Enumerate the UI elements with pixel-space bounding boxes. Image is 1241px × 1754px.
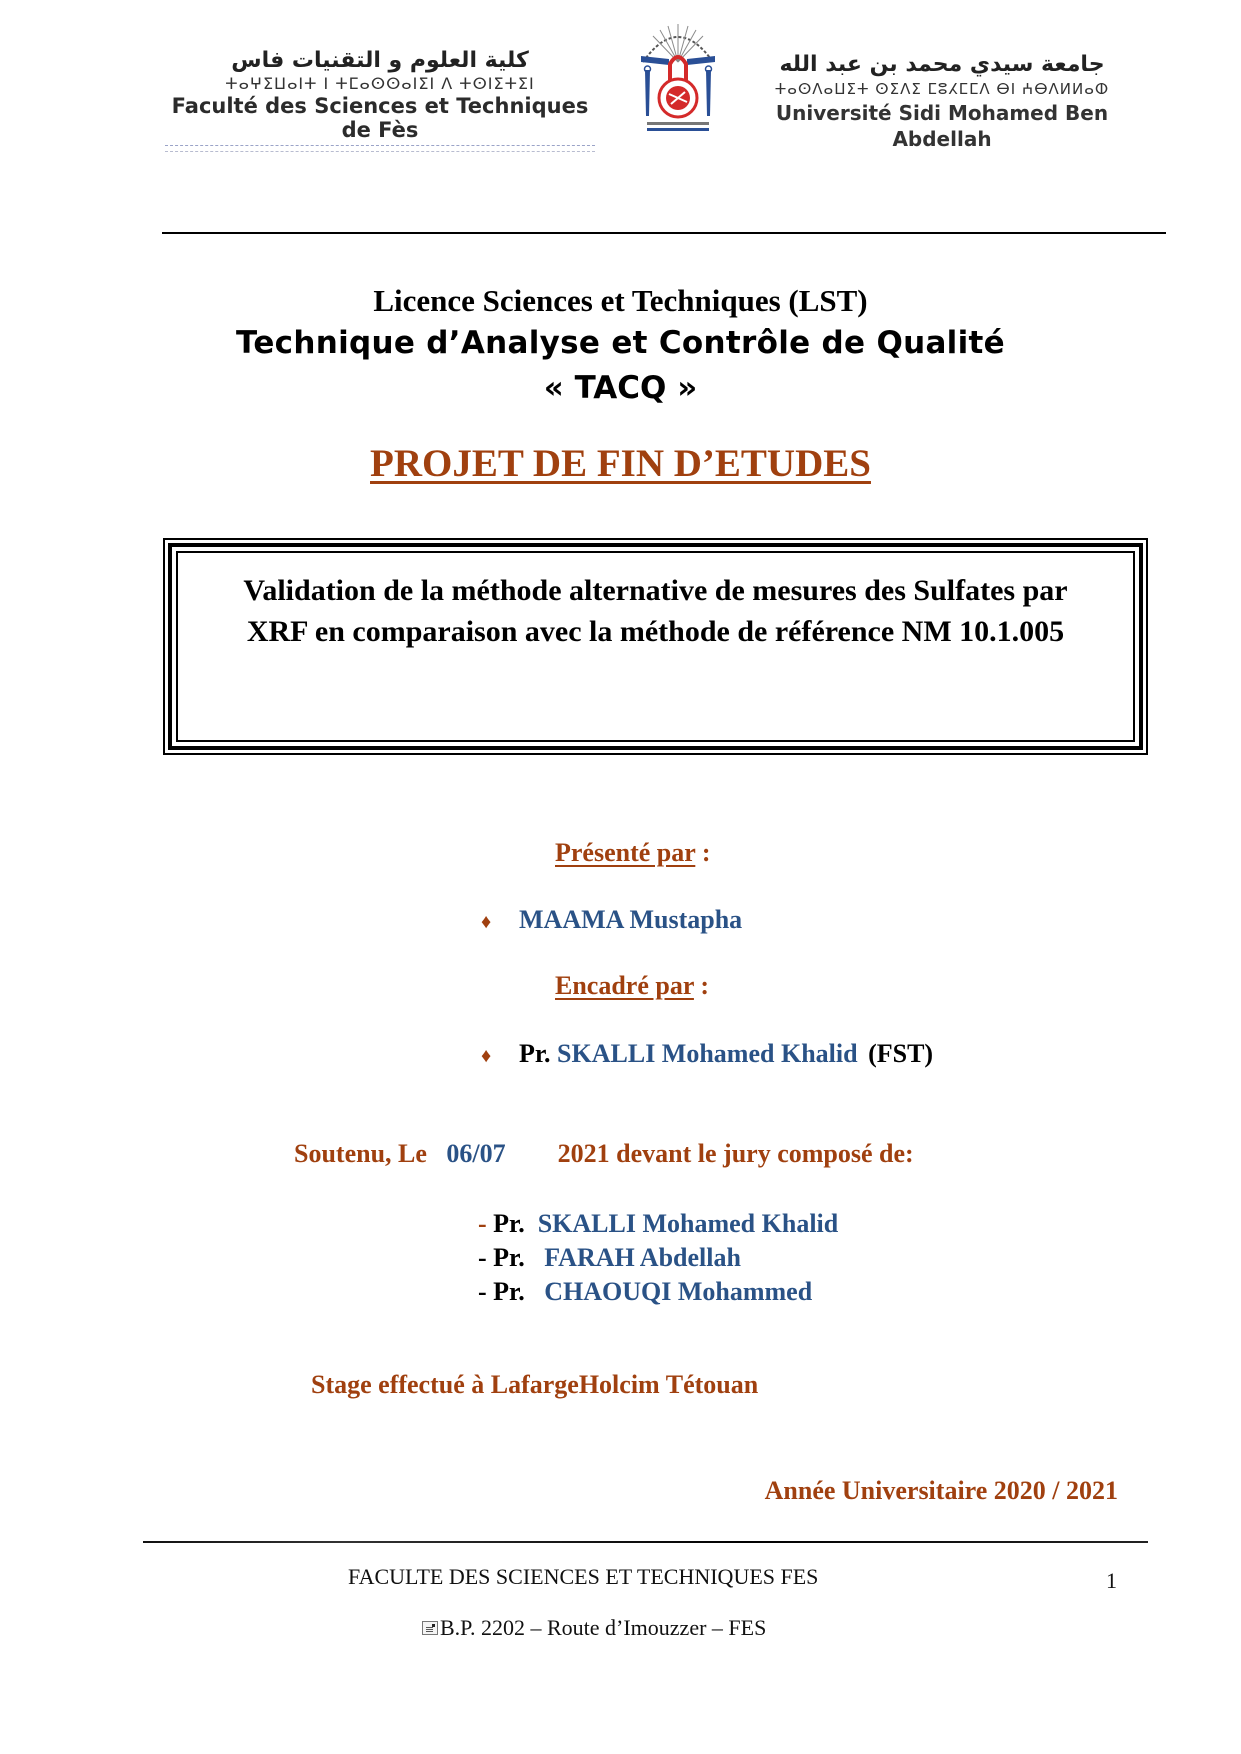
defense-suffix: 2021 devant le jury composé de: bbox=[505, 1139, 914, 1168]
fst-arabic-name: كلية العلوم و التقنيات فاس bbox=[231, 48, 529, 73]
header-divider bbox=[162, 232, 1166, 234]
jury-member bbox=[478, 1241, 838, 1275]
usmba-tifinagh-name: ⵜⴰⵙⴷⴰⵡⵉⵜ ⵙⵉⴷⵉ ⵎⵓⵃⵎⵎⴷ ⴱⵏ ⵄⴱⴷⵍⵍⴰⵀ bbox=[774, 80, 1110, 98]
footer-address: B.P. 2202 – Route d’Imouzzer – FES bbox=[440, 1615, 767, 1640]
defense-date: 06/07 bbox=[446, 1139, 506, 1168]
document-type-text: PROJET DE FIN D’ETUDES bbox=[370, 442, 871, 485]
supervisor-name: SKALLI Mohamed Khalid bbox=[557, 1039, 858, 1068]
diamond-bullet-icon: ♦ bbox=[481, 1045, 492, 1067]
jury-dash: - bbox=[478, 1277, 494, 1306]
supervised-by-text: Encadré par bbox=[555, 971, 694, 1000]
page-number: 1 bbox=[1106, 1568, 1117, 1593]
jury-name: CHAOUQI Mohammed bbox=[544, 1277, 813, 1306]
presented-by-text: Présenté par bbox=[555, 838, 696, 867]
jury-dash: - bbox=[478, 1209, 494, 1238]
usmba-arabic-name: جامعة سيدي محمد بن عبد الله bbox=[779, 52, 1105, 77]
mailbox-icon bbox=[422, 1621, 438, 1635]
defense-line bbox=[294, 1139, 914, 1169]
fst-french-name: Faculté des Sciences et Techniques de Fès bbox=[171, 94, 589, 142]
university-crest-icon bbox=[633, 14, 723, 142]
internship-location: Stage effectué à LafargeHolcim Tétouan bbox=[311, 1370, 759, 1399]
jury-member bbox=[478, 1207, 838, 1241]
supervisor-affiliation: (FST) bbox=[861, 1039, 934, 1068]
thesis-title-box bbox=[163, 538, 1148, 755]
jury-title: Pr. bbox=[493, 1277, 545, 1306]
jury-name: SKALLI Mohamed Khalid bbox=[537, 1209, 839, 1238]
degree-title: Licence Sciences et Techniques (LST) bbox=[373, 283, 868, 318]
student-name: MAAMA Mustapha bbox=[519, 905, 743, 934]
program-title: Technique d’Analyse et Contrôle de Qualité bbox=[236, 325, 1005, 361]
jury-title: Pr. bbox=[493, 1243, 545, 1272]
supervised-by-colon: : bbox=[693, 971, 710, 1000]
jury-dash: - bbox=[478, 1243, 494, 1272]
presented-by-colon: : bbox=[695, 838, 711, 867]
footer-divider bbox=[143, 1541, 1148, 1543]
academic-year: Année Universitaire 2020 / 2021 bbox=[764, 1476, 1118, 1505]
supervisor-title: Pr. bbox=[519, 1039, 558, 1068]
fst-logo bbox=[155, 48, 605, 152]
usmba-french-name: Université Sidi Mohamed Ben Abdellah bbox=[775, 101, 1109, 151]
defense-prefix: Soutenu, Le bbox=[294, 1139, 447, 1168]
presented-by-label bbox=[555, 838, 710, 868]
usmba-logo bbox=[752, 52, 1132, 152]
fst-tifinagh-name: ⵜⴰⵖⵉⵡⴰⵏⵜ ⵏ ⵜⵎⴰⵙⵙⴰⵏⵉⵏ ⴷ ⵜⵙⵏⵉⵜⵉⵏ bbox=[225, 74, 535, 93]
student-entry bbox=[481, 905, 742, 935]
jury-member bbox=[478, 1275, 838, 1309]
program-acronym: « TACQ » bbox=[543, 370, 698, 406]
thesis-title-line-1: Validation de la méthode alternative de mesures des Sulfates par bbox=[243, 574, 1068, 607]
jury-title: Pr. bbox=[493, 1209, 538, 1238]
document-type-heading bbox=[0, 441, 1241, 486]
jury-name: FARAH Abdellah bbox=[544, 1243, 741, 1272]
supervised-by-label bbox=[555, 971, 709, 1001]
thesis-title-line-2: XRF en comparaison avec la méthode de référence NM 10.1.005 bbox=[246, 615, 1065, 648]
jury-list bbox=[478, 1207, 838, 1309]
footer-address-line bbox=[422, 1615, 766, 1641]
footer-institution: FACULTE DES SCIENCES ET TECHNIQUES FES bbox=[348, 1564, 819, 1589]
supervisor-entry bbox=[481, 1039, 933, 1069]
thesis-title bbox=[179, 570, 1132, 652]
fst-logo-decoration bbox=[165, 145, 595, 152]
diamond-bullet-icon: ♦ bbox=[481, 911, 492, 933]
